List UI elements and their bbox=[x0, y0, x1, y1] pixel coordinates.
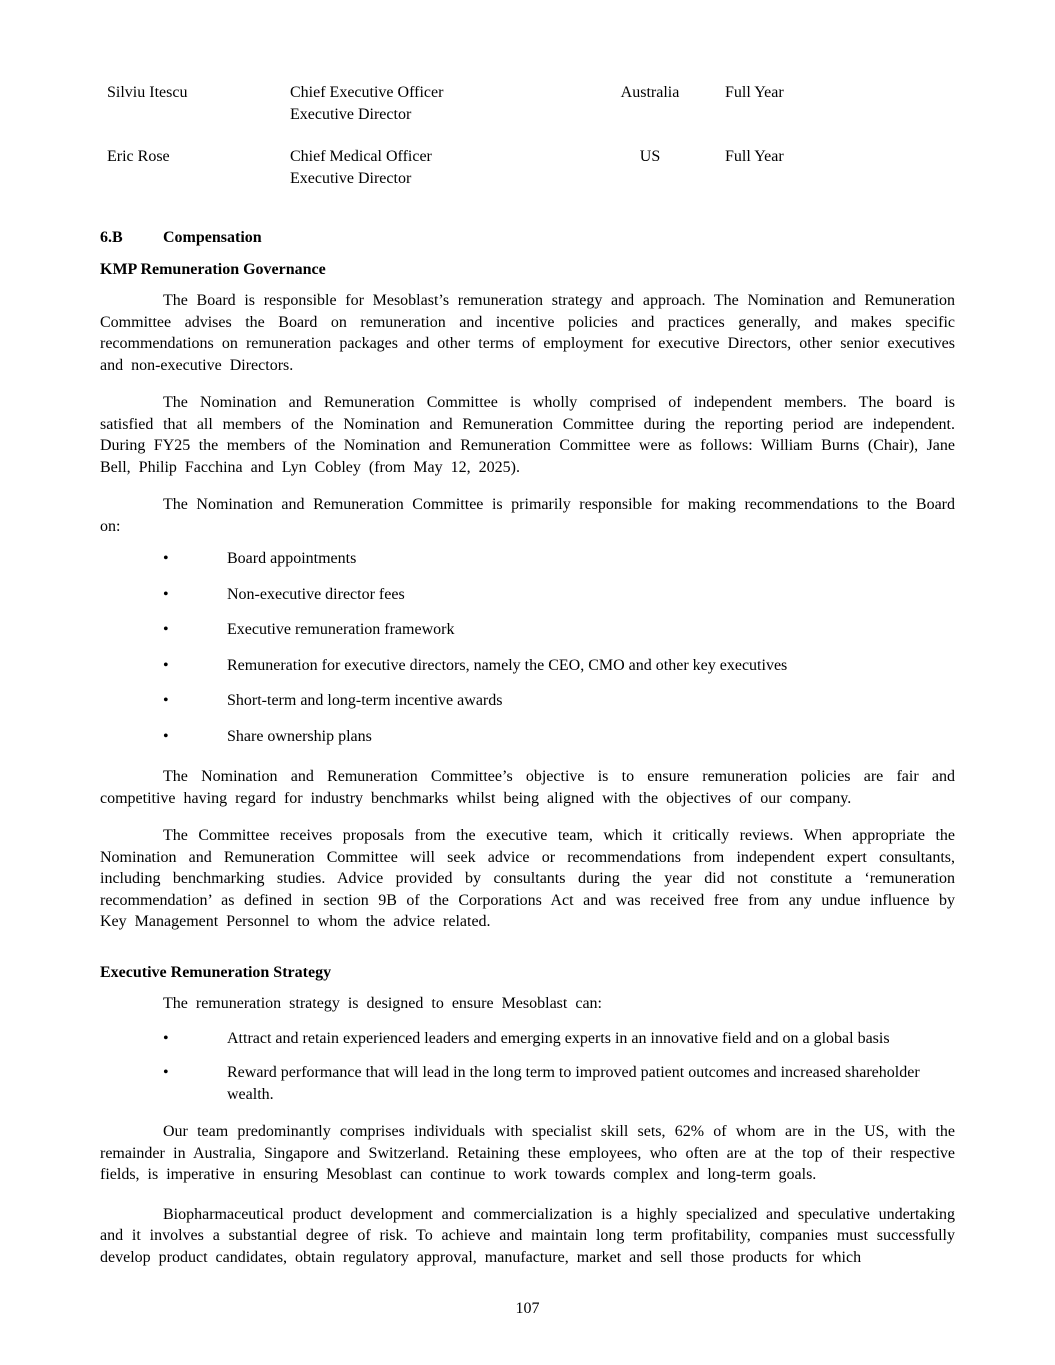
officer-location: US bbox=[639, 148, 661, 165]
officers-table bbox=[100, 82, 955, 189]
body-paragraph: The Nomination and Remuneration Committee is primarily responsible for making recommendations to the Board on: bbox=[100, 496, 955, 535]
body-paragraph: The Committee receives proposals from the executive team, which it critically reviews. When appropriate the Nomination and Remuneration Committee will seek advice or recommendations from independent expert consultants, including benchmarking studies. Advice provided by consultants during the year did not constitute a ‘remuneration recommendation’ as defined in section 9B of the Corporations Act and was received free from any undue influence by Key Management Personnel to whom the advice related. bbox=[100, 827, 955, 930]
body-paragraph: The Nomination and Remuneration Committee is wholly comprised of independent members. The board is satisfied that all members of the Nomination and Remuneration Committee during the reporting period are independent. During FY25 the members of the Nomination and Remuneration Committee were as follows: William Burns (Chair), Jane Bell, Philip Facchina and Lyn Cobley (from May 12, 2025). bbox=[100, 394, 955, 476]
officer-service-period: Full Year bbox=[725, 148, 784, 165]
bullet-icon: • bbox=[163, 692, 169, 709]
body-paragraph: The Nomination and Remuneration Committee’s objective is to ensure remuneration policies are fair and competitive having regard for industry benchmarks whilst being aligned with the objectives of our company. bbox=[100, 768, 955, 807]
list-item-text: Non-executive director fees bbox=[227, 585, 405, 603]
list-item bbox=[100, 1062, 955, 1105]
bullet-icon: • bbox=[163, 1064, 169, 1081]
table-row bbox=[107, 146, 955, 189]
list-item bbox=[100, 690, 955, 712]
officer-title-line: Executive Director bbox=[290, 105, 412, 123]
body-paragraph: Biopharmaceutical product development and commercialization is a highly specialized and speculative undertaking and it involves a substantial degree of risk. To achieve and maintain long term profitability, companies must successfully develop product candidates, obtain regulatory approval, manufacture, market and sell those products for which bbox=[100, 1205, 955, 1266]
officer-name: Eric Rose bbox=[107, 148, 170, 165]
list-item-text: Remuneration for executive directors, namely the CEO, CMO and other key executives bbox=[227, 656, 788, 674]
bullet-icon: • bbox=[163, 1029, 169, 1047]
officer-title-line: Chief Executive Officer bbox=[290, 84, 444, 101]
list-item-text: Executive remuneration framework bbox=[227, 621, 455, 638]
list-item-text: Share ownership plans bbox=[227, 727, 372, 745]
bullet-icon: • bbox=[163, 727, 169, 745]
bullet-icon: • bbox=[163, 656, 169, 674]
officer-titles bbox=[290, 146, 580, 189]
officer-name: Silviu Itescu bbox=[107, 84, 188, 101]
list-item-text: Board appointments bbox=[227, 550, 357, 567]
bullet-icon: • bbox=[163, 585, 169, 603]
section-heading bbox=[100, 227, 955, 249]
section-number: 6.B bbox=[100, 229, 123, 246]
list-item-text: Attract and retain experienced leaders and emerging experts in an innovative field and on a global basis bbox=[227, 1029, 890, 1047]
section-title: Compensation bbox=[163, 229, 262, 246]
governance-bullet-list bbox=[100, 548, 955, 747]
list-item bbox=[100, 1028, 955, 1050]
bullet-icon: • bbox=[163, 550, 169, 567]
officer-titles bbox=[290, 82, 580, 125]
strategy-heading: Executive Remuneration Strategy bbox=[100, 963, 332, 981]
strategy-bullet-list bbox=[100, 1028, 955, 1106]
list-item-text: Short-term and long-term incentive awards bbox=[227, 692, 503, 709]
body-paragraph: The remuneration strategy is designed to ensure Mesoblast can: bbox=[163, 995, 602, 1012]
list-item-text: Reward performance that will lead in the long term to improved patient outcomes and increased shareholder wealth. bbox=[227, 1064, 920, 1103]
officer-service-period: Full Year bbox=[725, 84, 784, 101]
list-item bbox=[100, 726, 955, 748]
governance-heading: KMP Remuneration Governance bbox=[100, 260, 326, 278]
table-row bbox=[107, 82, 955, 125]
list-item bbox=[100, 584, 955, 606]
body-paragraph: Our team predominantly comprises individuals with specialist skill sets, 62% of whom are in the US, with the remainder in Australia, Singapore and Switzerland. Retaining these employees, who often are at the top of their respective fields, is imperative in ensuring Mesoblast can continue to work towards complex and long-term goals. bbox=[100, 1123, 955, 1183]
bullet-icon: • bbox=[163, 621, 169, 638]
list-item bbox=[100, 548, 955, 570]
body-paragraph: The Board is responsible for Mesoblast’s remuneration strategy and approach. The Nomination and Remuneration Committee advises the Board on remuneration and incentive policies and practices generally, and makes specific recommendations on remuneration packages and other terms of employment for executive Directors, other senior executives and non-executive Directors. bbox=[100, 292, 955, 374]
list-item bbox=[100, 619, 955, 641]
officer-title-line: Chief Medical Officer bbox=[290, 148, 432, 165]
officer-title-line: Executive Director bbox=[290, 169, 412, 187]
officer-location: Australia bbox=[620, 84, 680, 101]
list-item bbox=[100, 655, 955, 677]
page-number: 107 bbox=[515, 1300, 540, 1317]
